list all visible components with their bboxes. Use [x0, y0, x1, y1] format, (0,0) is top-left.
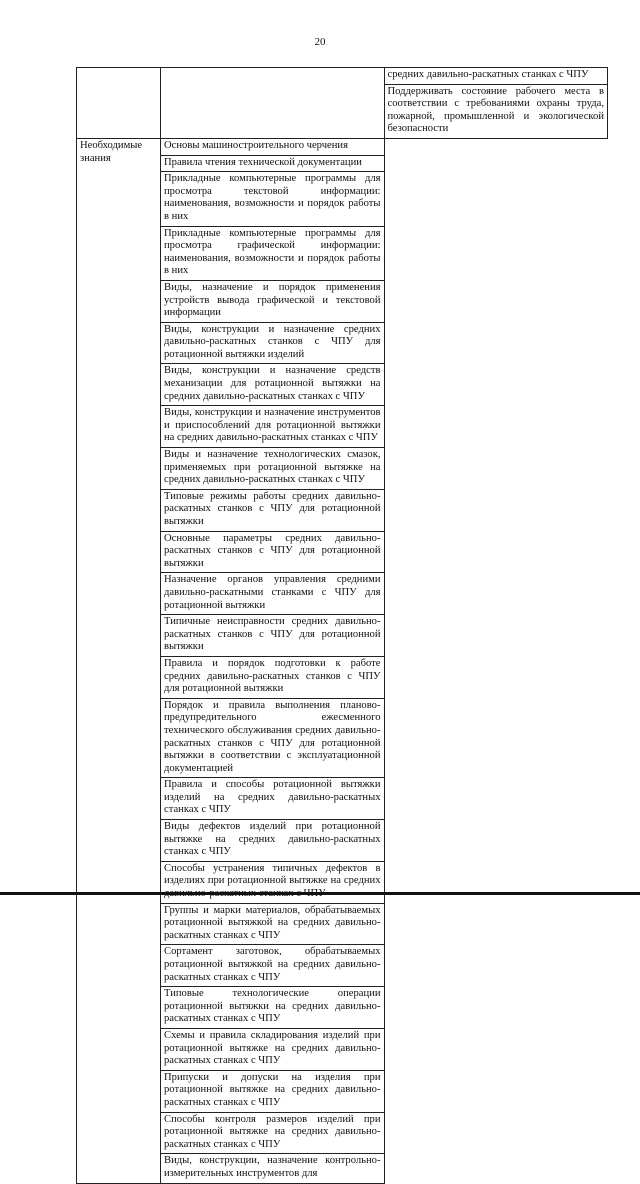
section-label-empty — [77, 68, 161, 139]
requirement-text: Основные параметры средних давильно-раскатных станков с ЧПУ для ротационной вытяжки — [161, 531, 385, 573]
table-row — [77, 68, 608, 85]
requirement-text: Типичные неисправности средних давильно-раскатных станков с ЧПУ для ротационной вытяжки — [161, 615, 385, 657]
requirement-text: Порядок и правила выполнения планово-предупредительного ежесменного технического обслуживания средних давильно-раскатных станков с ЧПУ для ротационной вытяжки в соответствии с эксплуатационной документацией — [161, 698, 385, 778]
section-label — [161, 68, 385, 139]
requirement-text: Типовые технологические операции ротационной вытяжки на средних давильно-раскатных станках с ЧПУ — [161, 987, 385, 1029]
table-row — [77, 138, 608, 155]
table-body — [77, 68, 608, 1184]
requirement-text: Правила и порядок подготовки к работе средних давильно-раскатных станков с ЧПУ для ротационной вытяжки — [161, 656, 385, 698]
requirement-text: Поддерживать состояние рабочего места в соответствии с требованиями охраны труда, пожарной, промышленной и экологической безопасности — [384, 84, 608, 138]
requirement-text: Припуски и допуски на изделия при ротационной вытяжке на средних давильно-раскатных станках с ЧПУ — [161, 1070, 385, 1112]
requirement-text: Виды, назначение и порядок применения устройств вывода графической и текстовой информации — [161, 280, 385, 322]
requirement-text: Виды, конструкции и назначение инструментов и приспособлений для ротационной вытяжки на средних давильно-раскатных станках с ЧПУ — [161, 406, 385, 448]
section-label: Необходимые знания — [77, 138, 161, 1183]
requirement-text: Виды, конструкции, назначение контрольно-измерительных инструментов для — [161, 1154, 385, 1183]
requirement-text: Типовые режимы работы средних давильно-раскатных станков с ЧПУ для ротационной вытяжки — [161, 489, 385, 531]
requirement-text: Виды и назначение технологических смазок, применяемых при ротационной вытяжке на средних давильно-раскатных станках с ЧПУ — [161, 448, 385, 490]
requirement-text: Правила и способы ротационной вытяжки изделий на средних давильно-раскатных станках с ЧПУ — [161, 778, 385, 820]
requirement-text: Группы и марки материалов, обрабатываемых ротационной вытяжкой на средних давильно-раскатных станках с ЧПУ — [161, 903, 385, 945]
requirement-text: Назначение органов управления средними давильно-раскатными станками с ЧПУ для ротационной вытяжки — [161, 573, 385, 615]
requirement-text: Схемы и правила складирования изделий при ротационной вытяжке на средних давильно-раскатных станках с ЧПУ — [161, 1028, 385, 1070]
requirement-text: Способы контроля размеров изделий при ротационной вытяжке на средних давильно-раскатных станках с ЧПУ — [161, 1112, 385, 1154]
requirement-text: Виды, конструкции и назначение средств механизации для ротационной вытяжки на средних давильно-раскатных станках с ЧПУ — [161, 364, 385, 406]
requirement-text: средних давильно-раскатных станках с ЧПУ — [384, 68, 608, 85]
requirement-text: Сортамент заготовок, обрабатываемых ротационной вытяжкой на средних давильно-раскатных станках с ЧПУ — [161, 945, 385, 987]
requirement-text: Основы машиностроительного черчения — [161, 138, 385, 155]
requirement-text: Способы устранения типичных дефектов в изделиях при ротационной вытяжке на средних — [161, 861, 385, 903]
requirement-text: Прикладные компьютерные программы для просмотра текстовой информации: наименования, возможности и порядок работы в них — [161, 172, 385, 226]
requirement-text: Виды дефектов изделий при ротационной вытяжке на средних давильно-раскатных станках с ЧПУ — [161, 820, 385, 862]
requirements-table — [76, 67, 608, 1184]
requirement-text: Прикладные компьютерные программы для просмотра графической информации: наименования, возможности и порядок работы в них — [161, 226, 385, 280]
requirement-text: Правила чтения технической документации — [161, 155, 385, 172]
page-number: 20 — [314, 36, 326, 48]
requirement-text: Виды, конструкции и назначение средних давильно-раскатных станков с ЧПУ для ротационной вытяжки изделий — [161, 322, 385, 364]
